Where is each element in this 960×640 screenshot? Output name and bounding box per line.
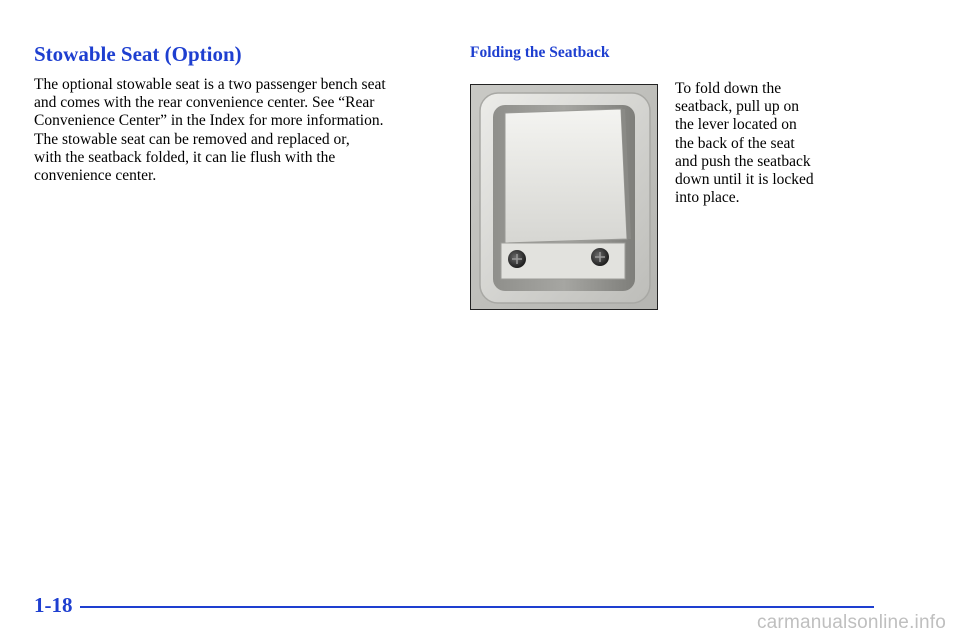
instruction-line: into place. — [675, 189, 740, 207]
paragraph-line: and comes with the rear convenience center. See “Rear — [34, 94, 375, 112]
subsection-title: Folding the Seatback — [470, 44, 610, 61]
instruction-text — [675, 80, 875, 207]
instruction-line: down until it is locked — [675, 171, 814, 189]
section-paragraph — [34, 76, 444, 185]
paragraph-line: convenience center. — [34, 167, 157, 185]
paragraph-line: The stowable seat can be removed and replaced or, — [34, 130, 350, 148]
instruction-line: the lever located on — [675, 116, 797, 134]
paragraph-line: with the seatback folded, it can lie flush with the — [34, 148, 336, 166]
footer-rule — [80, 606, 874, 608]
paragraph-line: The optional stowable seat is a two passenger bench seat — [34, 76, 386, 93]
instruction-line: the back of the seat — [675, 134, 795, 152]
watermark: carmanualsonline.info — [756, 612, 946, 633]
paragraph-line: Convenience Center” in the Index for more information. — [34, 112, 384, 130]
instruction-line: To fold down the — [675, 80, 782, 97]
page-number: 1-18 — [34, 593, 73, 617]
instruction-line: seatback, pull up on — [675, 98, 799, 116]
seatback-photo — [470, 84, 658, 310]
section-title: Stowable Seat (Option) — [34, 42, 242, 66]
instruction-line: and push the seatback — [675, 152, 811, 170]
